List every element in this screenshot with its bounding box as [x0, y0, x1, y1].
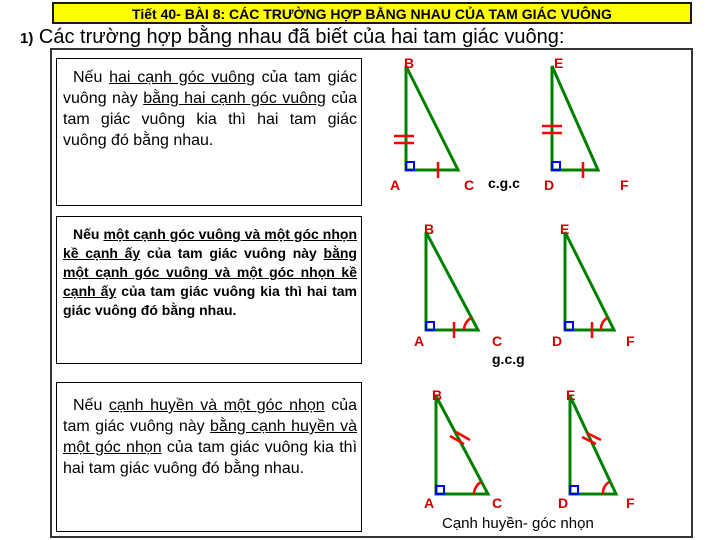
case-3-fragment-4: bằng cạnh huyền và một góc nhọn: [63, 418, 357, 456]
case-1-fragment-5: của tam giác vuông kia thì hai tam giác vuông đó bằng nhau.: [63, 90, 358, 149]
vertex-a-2: A: [414, 333, 425, 349]
vertex-d-1: D: [544, 177, 555, 193]
figure-gcg: [414, 221, 635, 367]
case-2-fragment-4: bằng một cạnh góc vuông và một góc nhọn kề cạnh ấy: [63, 245, 357, 299]
case-1-fragment-4: bằng hai cạnh góc vuông: [143, 90, 326, 107]
case-2-text: [63, 226, 357, 318]
vertex-e-3: E: [566, 387, 576, 403]
vertex-e-2: E: [560, 221, 570, 237]
lesson-title: Tiết 40- BÀI 8: CÁC TRƯỜNG HỢP BẰNG NHAU CỦA TAM GIÁC VUÔNG: [52, 2, 692, 24]
case-text-leg-leg: [56, 58, 362, 206]
vertex-f-3: F: [626, 495, 635, 511]
figure-hypotenuse-angle: [424, 387, 635, 532]
case-text-hypotenuse-angle: [56, 382, 362, 532]
vertex-a-1: A: [390, 177, 401, 193]
vertex-e-1: E: [554, 55, 564, 71]
case-3-fragment-5: của tam giác vuông kia thì hai tam giác vuông đó bằng nhau.: [63, 439, 358, 477]
vertex-b-2: B: [424, 221, 435, 237]
label-cgc: c.g.c: [488, 175, 520, 191]
vertex-c-3: C: [492, 495, 503, 511]
case-3-fragment-2: cạnh huyền và một góc nhọn: [108, 397, 325, 414]
vertex-f-2: F: [626, 333, 635, 349]
vertex-a-3: A: [424, 495, 435, 511]
triangle-abc-3: [436, 396, 488, 494]
case-1-text: [63, 69, 357, 149]
vertex-f-1: F: [620, 177, 629, 193]
vertex-c-1: C: [464, 177, 475, 193]
section-heading-text: Các trường hợp bằng nhau đã biết của hai tam giác vuông:: [38, 26, 565, 48]
case-1-fragment-2: hai cạnh góc vuông: [109, 69, 255, 86]
case-2-fragment-3: của tam giác vuông này: [140, 245, 324, 261]
label-hypotenuse-angle: Cạnh huyền- góc nhọn: [442, 515, 594, 532]
figure-cgc: [390, 55, 629, 193]
vertex-b-1: B: [404, 55, 415, 71]
case-text-leg-angle: [56, 216, 362, 364]
triangle-abc-2: [426, 232, 478, 330]
triangle-abc-1: [406, 66, 458, 170]
vertex-b-3: B: [432, 387, 443, 403]
case-2-fragment-2: một cạnh góc vuông và một góc nhọn kề cạnh ấy: [63, 226, 357, 261]
case-2-fragment-1: Nếu: [73, 226, 104, 242]
vertex-d-3: D: [558, 495, 569, 511]
case-3-fragment-1: Nếu: [73, 397, 109, 414]
case-1-fragment-3: của tam giác vuông này: [63, 69, 358, 107]
triangle-def-2: [565, 232, 614, 330]
case-3-fragment-3: của tam giác vuông này: [63, 397, 357, 435]
triangle-def-1: [552, 66, 598, 170]
vertex-d-2: D: [552, 333, 563, 349]
triangle-def-3: [570, 396, 616, 494]
section-number: 1): [20, 30, 34, 47]
case-2-fragment-5: của tam giác vuông kia thì hai tam giác vuông đó bằng nhau.: [63, 283, 358, 318]
case-3-text: [63, 397, 357, 477]
case-1-fragment-1: Nếu: [73, 69, 110, 86]
label-gcg: g.c.g: [492, 351, 525, 367]
triangle-figures: [380, 50, 700, 536]
vertex-c-2: C: [492, 333, 503, 349]
